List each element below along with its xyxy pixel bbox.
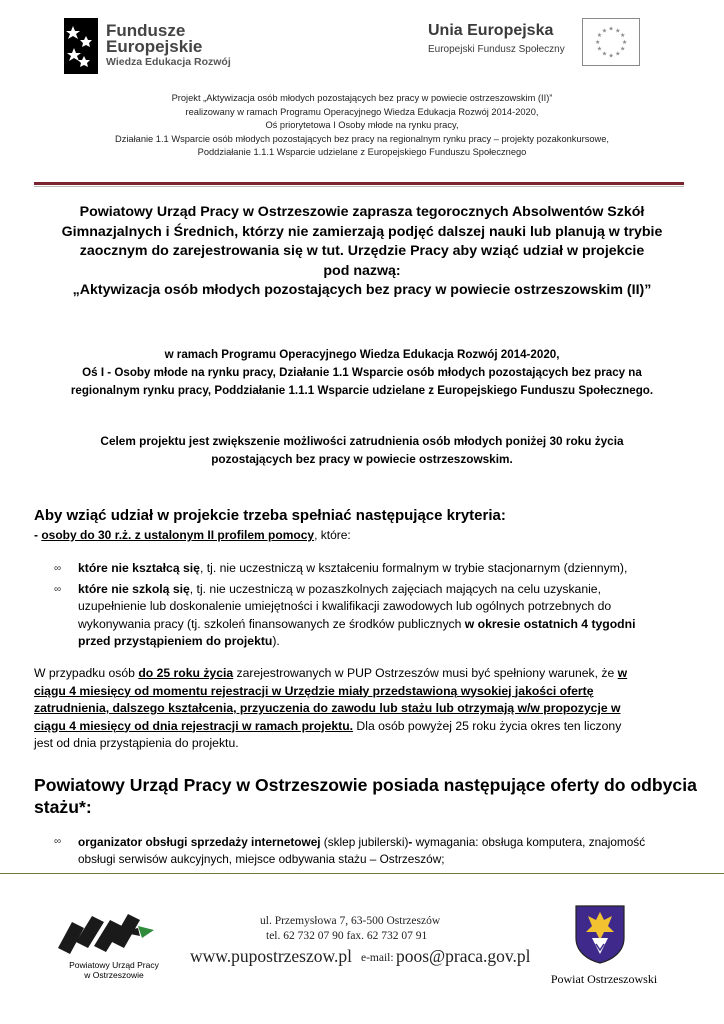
eu-star-icon: ★ <box>620 33 626 40</box>
fe-logo-line3: Wiedza Edukacja Rozwój <box>106 56 231 68</box>
offers-title <box>34 774 697 818</box>
pup-logo <box>54 908 174 988</box>
eu-star-icon: ★ <box>615 28 621 35</box>
criterion-text: wykonywania pracy (tj. szkoleń finansowanych ze środków publicznych <box>78 616 465 631</box>
phone-fax: tel. 62 732 07 90 fax. 62 732 07 91 <box>266 930 428 942</box>
address: ul. Przemysłowa 7, 63-500 Ostrzeszów <box>260 915 441 927</box>
eu-flag-icon <box>582 18 640 66</box>
criteria-subtitle <box>34 528 351 542</box>
offer-text: (sklep jubilerski) <box>320 835 409 849</box>
criterion-text: , tj. nie uczestniczą w pozaszkolnych zajęciach mających na celu uzyskanie, <box>189 581 601 596</box>
eu-star-icon: ★ <box>595 39 601 46</box>
criterion-text: ). <box>272 634 280 648</box>
project-header-line: Projekt „Aktywizacja osób młodych pozostających bez pracy w powiecie ostrzeszowskim (II)” <box>171 93 553 103</box>
bullet-icon: ∞ <box>54 836 62 847</box>
eu-star-icon: ★ <box>596 33 602 40</box>
para-underlined: w <box>617 666 628 680</box>
eu-star-icon: ★ <box>601 28 607 35</box>
pup-caption: Powiatowy Urząd Pracy <box>69 960 159 970</box>
project-name: „Aktywizacja osób młodych pozostających bez pracy w powiecie ostrzeszowskim (II)” <box>72 282 652 298</box>
offers-title-line: Powiatowy Urząd Pracy w Ostrzeszowie posiada następujące oferty do odbycia <box>34 775 697 795</box>
para-text: W przypadku osób <box>34 666 139 680</box>
project-header <box>0 92 724 160</box>
para-text: jest od dnia przystąpienia do projektu. <box>34 736 239 750</box>
header-divider-thin <box>34 186 684 187</box>
para-text: Dla osób powyżej 25 roku życia okres ten liczony <box>353 718 622 733</box>
ue-logo-line1: Unia Europejska <box>428 22 554 39</box>
goal-line: Celem projektu jest zwiększenie możliwości zatrudnienia osób młodych poniżej 30 roku życia <box>100 434 624 448</box>
offer-bold: organizator obsługi sprzedaży internetowej <box>78 835 321 849</box>
criterion-text: uzupełnienie lub doskonalenie umiejętności i kwalifikacji zawodowych lub ogólnych potrzebnych do <box>78 599 612 613</box>
criteria-sub-rest: , które: <box>314 528 351 542</box>
ue-logo-line2: Europejski Fundusz Społeczny <box>428 44 565 55</box>
eu-star-icon: ★ <box>620 46 626 53</box>
para-text: zarejestrowanych w PUP Ostrzeszów musi być spełniony warunek, że <box>233 666 618 680</box>
project-header-line: Poddziałanie 1.1.1 Wsparcie udzielane z Europejskiego Funduszu Społecznego <box>197 147 527 157</box>
eu-star-icon: ★ <box>615 51 621 58</box>
coat-of-arms-icon <box>574 904 626 964</box>
list-item <box>54 581 694 651</box>
invitation-line: Powiatowy Urząd Pracy w Ostrzeszowie zaprasza tegorocznych Absolwentów Szkół <box>79 204 645 220</box>
fundusze-europejskie-logo <box>64 18 234 74</box>
eu-star-icon: ★ <box>608 26 614 33</box>
website-link[interactable]: www.pupostrzeszow.pl <box>190 946 353 966</box>
eu-star-icon: ★ <box>621 39 627 46</box>
para-underlined: ciągu 4 miesięcy od dnia rejestracji w ramach projektu. <box>34 718 354 733</box>
project-goal <box>40 432 684 468</box>
criterion-bold: które nie szkolą się <box>78 581 190 596</box>
unia-europejska-logo <box>428 18 668 70</box>
list-item <box>54 560 694 578</box>
footer-divider <box>0 873 724 874</box>
offers-list <box>54 834 694 870</box>
criterion-bold: w okresie ostatnich 4 tygodni <box>464 616 636 631</box>
email-link[interactable]: poos@praca.gov.pl <box>396 946 531 966</box>
bullet-icon: ∞ <box>54 583 62 595</box>
eu-star-icon: ★ <box>596 46 602 53</box>
project-header-line: Oś priorytetowa I Osoby młode na rynku pracy, <box>265 120 459 130</box>
bullet-icon: ∞ <box>54 563 62 574</box>
criterion-text: , tj. nie uczestniczą w kształceniu formalnym w trybie stacjonarnym (dziennym), <box>199 561 628 575</box>
project-header-line: Działanie 1.1 Wsparcie osób młodych pozostających bez pracy na regionalnym rynku pracy – projekty pozakonkursowe, <box>114 133 609 144</box>
para-underlined: ciągu 4 miesięcy od momentu rejestracji w Urzędzie miały przedstawioną wysokiej jakości ofertę <box>34 683 594 698</box>
para-underlined: zatrudnienia, dalszego kształcenia, przyuczenia do zawodu lub stażu lub otrzymają w/w propozycje w <box>34 701 621 715</box>
eu-star-icon: ★ <box>608 53 614 60</box>
criteria-target-group: osoby do 30 r.ż. z ustalonym II profilem pomocy <box>41 528 315 542</box>
offer-bold: - <box>408 835 413 849</box>
condition-paragraph <box>34 665 694 753</box>
pup-logo-icon <box>54 908 174 958</box>
eu-star-icon: ★ <box>601 51 607 58</box>
fe-logo-line2: Europejskie <box>106 37 203 56</box>
program-line: regionalnym rynku pracy, Poddziałanie 1.1.1 Wsparcie udzielane z Europejskiego Funduszu Społecznego. <box>70 384 654 397</box>
email-label: e-mail: <box>361 952 394 964</box>
county-caption: Powiat Ostrzeszowski <box>550 972 658 986</box>
invitation-line: zaocznym do zarejestrowania się w tut. Urzędzie Pracy aby wziąć udział w projekcie <box>79 243 645 259</box>
invitation-heading <box>40 203 684 301</box>
criteria-title: Aby wziąć udział w projekcie trzeba spełniać następujące kryteria: <box>34 507 506 524</box>
offer-text: obsługi serwisów aukcyjnych, miejsce odbywania stażu – Ostrzeszów; <box>78 851 445 866</box>
invitation-line: Gimnazjalnych i Średnich, którzy nie zamierzają podjęć dalszej nauki lub planują w trybie <box>61 223 663 240</box>
invitation-line: pod nazwą: <box>323 262 401 279</box>
program-info <box>30 346 694 400</box>
list-item <box>54 834 694 867</box>
offers-title-line: stażu*: <box>34 797 92 817</box>
criteria-dash: - <box>34 528 42 542</box>
criterion-bold: przed przystąpieniem do projektu <box>78 634 273 648</box>
goal-line: pozostających bez pracy w powiecie ostrzeszowskim. <box>211 452 513 466</box>
criteria-list <box>54 560 694 654</box>
project-header-line: realizowany w ramach Programu Operacyjnego Wiedza Edukacja Rozwój 2014-2020, <box>185 106 539 117</box>
criterion-bold: które nie kształcą się <box>78 561 200 575</box>
offer-text: wymagania: obsługa komputera, znajomość <box>412 835 646 849</box>
header-divider <box>34 182 684 185</box>
pup-caption: w Ostrzeszowie <box>84 970 144 980</box>
fe-logo-line1: Fundusze <box>106 21 186 40</box>
fundusze-europejskie-icon <box>64 18 98 74</box>
program-line: w ramach Programu Operacyjnego Wiedza Edukacja Rozwój 2014-2020, <box>164 348 560 361</box>
program-line: Oś I - Osoby młode na rynku pracy, Działanie 1.1 Wsparcie osób młodych pozostających bez pracy na <box>82 366 642 379</box>
para-underlined: do 25 roku życia <box>138 666 234 680</box>
